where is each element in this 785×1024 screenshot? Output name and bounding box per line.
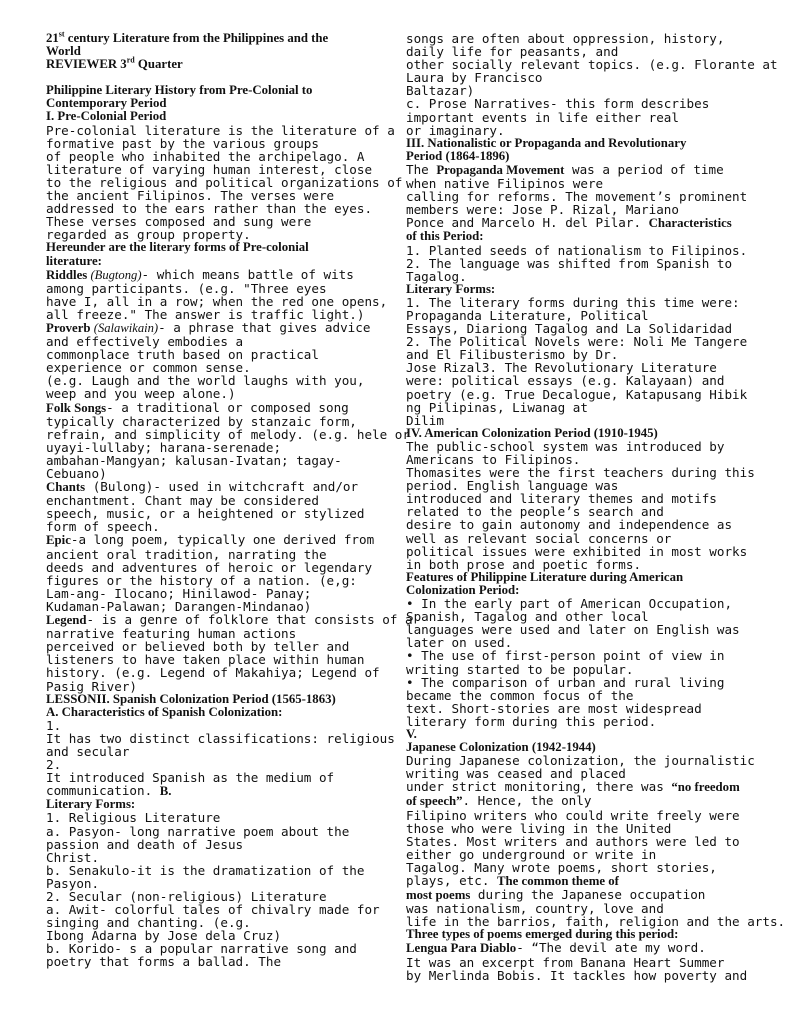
text-line: narrative featuring human actions: [46, 626, 297, 642]
text-line: [46, 532, 375, 548]
text-line: During Japanese colonization, the journalistic: [406, 753, 755, 769]
text-line: passion and death of Jesus: [46, 836, 244, 852]
text-line: [406, 874, 728, 888]
text-line: songs are often about oppression, history,: [406, 31, 725, 46]
right-column: [406, 31, 785, 983]
text-line: Spanish, Tagalog and other local: [406, 609, 649, 625]
text-line: [46, 480, 366, 494]
text-line: 2. The Political Novels were: Noli Me Tangere: [406, 334, 748, 350]
right-column-lines: [406, 31, 785, 983]
text-line: political issues were exhibited in most works: [406, 543, 748, 559]
text-run: Lengua Para Diablo: [406, 941, 517, 956]
text-line: Pasyon.: [46, 875, 100, 891]
text-line: calling for reforms. The movement’s prominent: [406, 189, 748, 205]
text-line: 2. Secular (non-religious) Literature: [46, 889, 327, 904]
text-line: ancient oral tradition, narrating the: [46, 546, 327, 562]
text-line: daily life for peasants, and: [406, 44, 619, 60]
doc-reviewer-line: REVIEWER 3rd Quarter: [46, 55, 183, 72]
text-line: by Merlinda Bobis. It tackles how poverty and: [406, 967, 748, 983]
text-line: writing started to be popular.: [406, 661, 634, 677]
text-line: those who were living in the United: [406, 820, 672, 836]
text-line: Ibong Adarna by Jose dela Cruz): [46, 928, 282, 944]
text-run: Riddles: [46, 267, 91, 282]
text-line: IV. American Colonization Period (1910-1945): [406, 425, 658, 440]
text-line: V.: [406, 726, 417, 741]
text-line: c. Prose Narratives- this form describes: [406, 96, 710, 112]
text-line: Essays, Diariong Tagalog and La Solidaridad: [406, 321, 733, 337]
text-run: - is a genre of folklore that consists of a: [86, 612, 413, 628]
text-run: Proverb: [46, 320, 94, 335]
text-line: [406, 794, 728, 808]
text-line: and effectively embodies a: [46, 334, 244, 350]
text-line: • The comparison of urban and rural living: [406, 674, 725, 690]
text-line: Baltazar): [406, 83, 475, 99]
text-line: [46, 319, 371, 335]
text-line: Features of Philippine Literature during American: [406, 569, 684, 584]
text-line: among participants. (e.g. "Three eyes: [46, 280, 327, 296]
text-run: - a traditional or composed song: [106, 399, 349, 415]
text-line: in both prose and poetic forms.: [406, 556, 642, 572]
text-line: of this Period:: [406, 229, 484, 244]
text-line: [46, 401, 366, 415]
text-line: regarded as group property.: [46, 227, 251, 243]
text-line: period. English language was: [406, 478, 619, 494]
text-run: The common theme of: [497, 874, 619, 888]
text-line: and secular: [46, 743, 130, 759]
text-run: of speech”: [406, 794, 463, 809]
text-line: other socially relevant topics. (e.g. Florante at: [406, 57, 778, 73]
text-line: Philippine Literary History from Pre-Colonial to: [46, 83, 313, 98]
text-line: either go underground or write in: [406, 846, 657, 862]
doc-title-line2: World: [46, 44, 81, 59]
text-line: members were: Jose P. Rizal, Mariano: [406, 202, 679, 218]
text-line: ng Pilipinas, Liwanag at: [406, 399, 588, 415]
text-line: to the religious and political organizations of: [46, 174, 403, 190]
text-line: [406, 163, 728, 177]
text-line: Cebuano): [46, 466, 107, 481]
text-line: or imaginary.: [406, 122, 505, 138]
text-line: poetry (e.g. True Decalogue, Katapusang Hibik: [406, 386, 748, 402]
text-line: [406, 888, 728, 902]
text-line: 1. Planted seeds of nationalism to Filipinos.: [406, 242, 748, 258]
text-line: later on used.: [406, 635, 513, 651]
text-run: Folk Songs: [46, 400, 107, 415]
doc-title-line1: 21st century Literature from the Philippines and the: [46, 29, 329, 45]
text-line: listeners to have taken place within human: [46, 652, 365, 668]
text-line: commonplace truth based on practical: [46, 347, 319, 363]
text-line: The public-school system was introduced by: [406, 438, 725, 454]
text-line: literature:: [46, 253, 102, 268]
text-line: form of speech.: [46, 519, 160, 535]
text-line: ambahan-Mangyan; kalusan-Ivatan; tagay-: [46, 452, 342, 468]
text-run: communication.: [46, 783, 160, 799]
text-line: 2. The language was shifted from Spanish to: [406, 255, 733, 271]
text-line: typically characterized by stanzaic form,: [46, 413, 357, 429]
text-line: It was an excerpt from Banana Heart Summer: [406, 954, 725, 970]
text-line: Kudaman-Palawan; Darangen-Mindanao): [46, 598, 312, 614]
text-line: Thomasites were the first teachers during this: [406, 465, 755, 481]
text-line: States. Most writers and authors were led to: [406, 833, 740, 849]
text-line: were: political essays (e.g. Kalayaan) and: [406, 373, 725, 389]
text-line: introduced and literary themes and motifs: [406, 491, 717, 507]
text-line: the ancient Filipinos. The verses were: [46, 188, 335, 204]
text-line: [406, 215, 732, 231]
text-run: Epic: [46, 533, 71, 548]
text-line: enchantment. Chant may be considered: [46, 493, 319, 509]
text-line: and El Filibusterismo by Dr.: [406, 347, 619, 363]
text-run: (Bulong)- used in witchcraft and/or: [85, 479, 359, 495]
text-line: important events in life either real: [406, 109, 679, 125]
text-run: Characteristics: [648, 216, 732, 231]
text-run: (Salawikain): [93, 320, 159, 335]
text-line: Three types of poems emerged during this period:: [406, 927, 679, 942]
text-line: • The use of first-person point of view in: [406, 648, 725, 664]
text-line: 1.: [46, 717, 62, 733]
text-line: Jose Rizal3. The Revolutionary Literature: [406, 360, 717, 376]
text-run: most poems: [406, 888, 471, 903]
text-line: text. Short-stories are most widespread: [406, 700, 702, 716]
text-run: plays, etc.: [406, 873, 497, 888]
text-line: [406, 941, 728, 955]
text-line: weep and you weep alone.): [46, 386, 236, 402]
text-line: 2.: [46, 757, 62, 773]
text-line: of people who inhabited the archipelago. A: [46, 148, 365, 164]
text-line: [46, 268, 366, 282]
text-line: formative past by the various groups: [46, 135, 319, 151]
text-line: Lam-ang- Ilocano; Hinilawod- Panay;: [46, 585, 312, 601]
text-line: III. Nationalistic or Propaganda and Revolutionary: [406, 135, 687, 150]
text-line: Tagalog.: [406, 268, 467, 284]
text-run: (Bugtong): [90, 267, 142, 282]
text-line: singing and chanting. (e.g.: [46, 915, 251, 931]
text-line: a. Awit- colorful tales of chivalry made for: [46, 902, 380, 918]
text-run: - “The devil ate my word.: [516, 940, 706, 956]
text-line: Literary Forms:: [406, 281, 496, 296]
text-line: figures or the history of a nation. (e,g:: [46, 572, 357, 588]
text-run: during the Japanese occupation: [470, 887, 706, 903]
text-line: Hereunder are the literary forms of Pre-colonial: [46, 240, 309, 255]
text-run: “no freedom: [671, 780, 740, 795]
text-line: Pre-colonial literature is the literature of a: [46, 122, 395, 138]
text-run: Legend: [46, 613, 87, 628]
text-line: Japanese Colonization (1942-1944): [406, 740, 596, 755]
text-run: under strict monitoring, there was: [406, 779, 672, 795]
text-line: became the common focus of the: [406, 687, 634, 703]
text-line: Literary Forms:: [46, 797, 136, 812]
text-line: LESSONII. Spanish Colonization Period (1565-1863): [46, 691, 336, 706]
text-run: -a long poem, typically one derived from: [70, 532, 375, 548]
text-line: when native Filipinos were: [406, 176, 604, 192]
text-line: [46, 612, 413, 628]
text-run: Propaganda Movement: [436, 162, 565, 177]
text-line: It has two distinct classifications: religious: [46, 730, 395, 746]
text-line: It introduced Spanish as the medium of: [46, 770, 335, 786]
text-line: speech, music, or a heightened or stylized: [46, 506, 365, 522]
text-line: perceived or believed both by teller and: [46, 639, 350, 655]
text-line: a. Pasyon- long narrative poem about the: [46, 823, 350, 839]
text-line: Tagalog. Many wrote poems, short stories,: [406, 859, 717, 875]
text-line: all freeze." The answer is traffic light.): [46, 306, 365, 322]
text-line: 1. The literary forms during this time were:: [406, 294, 740, 310]
text-run: - a phrase that gives advice: [158, 319, 371, 335]
text-run: The: [406, 161, 437, 177]
text-line: (e.g. Laugh and the world laughs with you,: [46, 373, 365, 389]
text-line: literature of varying human interest, close: [46, 161, 373, 177]
text-line: literary form during this period.: [406, 713, 657, 729]
text-line: • In the early part of American Occupation,: [406, 596, 733, 612]
text-line: b. Korido- s a popular narrative song and: [46, 941, 357, 957]
text-line: Filipino writers who could write freely were: [406, 807, 740, 823]
text-line: A. Characteristics of Spanish Colonization:: [46, 704, 283, 719]
text-line: have I, all in a row; when the red one opens,: [46, 293, 388, 309]
left-column: [46, 29, 413, 970]
text-line: languages were used and later on English was: [406, 622, 740, 638]
text-line: Propaganda Literature, Political: [406, 307, 649, 323]
text-run: was a period of time: [564, 161, 724, 177]
text-line: I. Pre-Colonial Period: [46, 109, 167, 124]
text-line: [406, 779, 740, 795]
text-run: Chants: [46, 480, 86, 495]
text-line: Contemporary Period: [46, 96, 167, 111]
text-run: . Hence, the only: [462, 793, 592, 809]
text-line: life in the barrios, faith, religion and the arts.: [406, 914, 785, 930]
text-line: Period (1864-1896): [406, 148, 510, 163]
text-line: was nationalism, country, love and: [406, 901, 664, 917]
text-line: well as relevant social concerns or: [406, 530, 672, 546]
text-line: These verses composed and sung were: [46, 214, 312, 230]
text-line: deeds and adventures of heroic or legendary: [46, 559, 373, 575]
text-run: - which means battle of wits: [141, 266, 354, 282]
text-line: uyayi-lullaby; harana-serenade;: [46, 439, 282, 455]
text-line: addressed to the ears rather than the eyes.: [46, 201, 373, 217]
text-line: writing was ceased and placed: [406, 766, 626, 782]
text-line: related to the people’s search and: [406, 504, 664, 520]
text-line: Pasig River): [46, 678, 137, 694]
text-line: Colonization Period:: [406, 582, 520, 597]
text-run: Ponce and Marcelo H. del Pilar.: [406, 215, 649, 231]
text-line: Laura by Francisco: [406, 70, 543, 86]
text-line: history. (e.g. Legend of Makahiya; Legend of: [46, 665, 380, 681]
text-line: Dilim: [406, 412, 444, 428]
text-line: [46, 784, 366, 798]
text-line: 1. Religious Literature: [46, 810, 221, 826]
text-line: desire to gain autonomy and independence as: [406, 517, 733, 533]
text-line: Americans to Filipinos.: [406, 452, 581, 467]
text-line: Christ.: [46, 849, 100, 865]
text-line: refrain, and simplicity of melody. (e.g. hele or: [46, 426, 410, 442]
text-line: experience or common sense.: [46, 360, 251, 376]
text-run: B.: [159, 784, 172, 799]
left-column-lines: [46, 83, 413, 970]
text-line: b. Senakulo-it is the dramatization of the: [46, 862, 365, 878]
text-line: poetry that forms a ballad. The: [46, 954, 282, 970]
